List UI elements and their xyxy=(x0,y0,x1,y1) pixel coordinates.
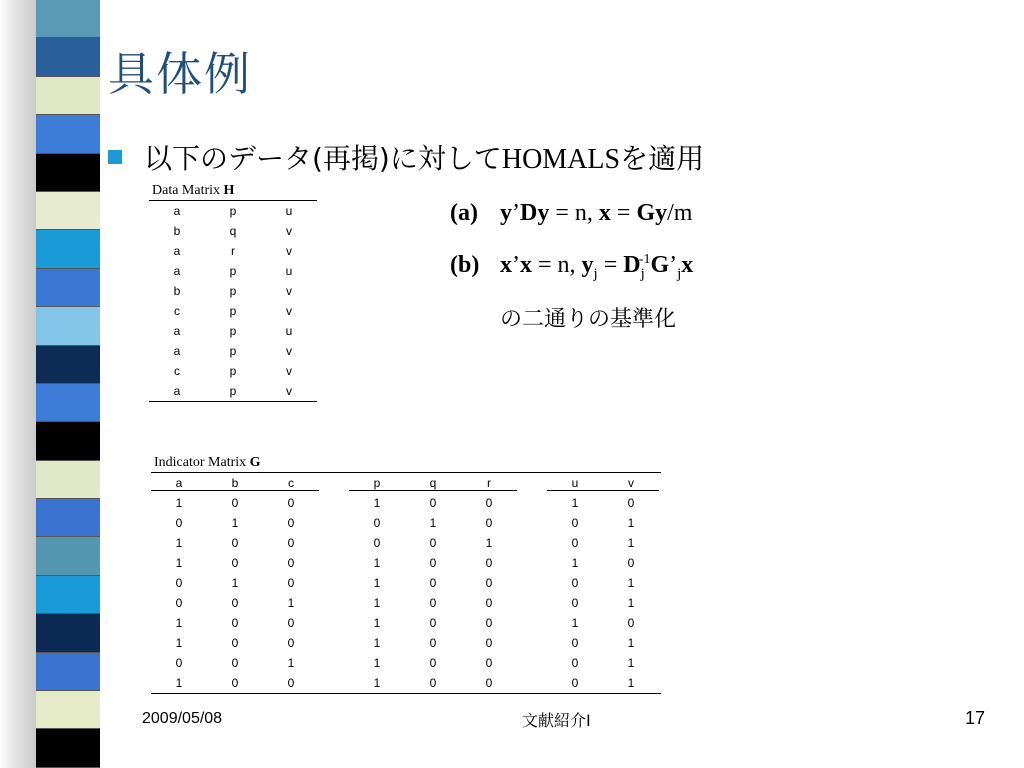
table-cell: 0 xyxy=(287,516,295,530)
formula-b-x3: x xyxy=(681,252,694,278)
table-cell: 0 xyxy=(231,556,239,570)
stripe xyxy=(36,499,100,537)
formula-b-sub-j: j xyxy=(593,265,598,282)
table-cell: 1 xyxy=(175,676,183,690)
bullet-text xyxy=(144,137,704,177)
table-cell: 1 xyxy=(627,576,635,590)
footer-date: 2009/05/08 xyxy=(142,710,223,727)
table-cell: 1 xyxy=(627,676,635,690)
stripe xyxy=(36,115,100,153)
table-cell: 0 xyxy=(287,496,295,510)
stripe xyxy=(36,691,100,729)
stripe xyxy=(36,653,100,691)
table-row xyxy=(151,513,661,533)
table-cell: v xyxy=(286,344,292,358)
table-cell: 0 xyxy=(287,556,295,570)
formula-b-prime2: ’ xyxy=(669,252,678,278)
table-cell: 0 xyxy=(571,516,579,530)
table-cell: a xyxy=(173,204,181,218)
table-cell: 1 xyxy=(175,556,183,570)
table-cell: 0 xyxy=(231,536,239,550)
normalization-note: の二通りの基準化 xyxy=(500,307,677,332)
table-cell: 0 xyxy=(429,536,437,550)
table-cell: 1 xyxy=(485,536,493,550)
stripe xyxy=(36,0,100,38)
table-cell: 0 xyxy=(485,596,493,610)
table-cell: p xyxy=(229,284,237,298)
indicator-matrix-body xyxy=(151,473,661,693)
stripe xyxy=(36,230,100,268)
table-cell: 0 xyxy=(231,496,239,510)
table-cell: a xyxy=(173,264,181,278)
formula-b-eq: = n, xyxy=(532,252,582,278)
indicator-matrix-bottom-rule xyxy=(151,693,661,694)
table-cell: 0 xyxy=(231,596,239,610)
formula-b-sub-j3: j xyxy=(677,265,682,282)
table-row xyxy=(149,381,317,401)
table-cell: 0 xyxy=(429,616,437,630)
column-header: r xyxy=(461,476,517,491)
table-cell: v xyxy=(286,364,292,378)
formula-a-tail: /m xyxy=(667,200,693,226)
table-cell: u xyxy=(285,324,293,338)
table-cell: 1 xyxy=(373,556,381,570)
table-cell: q xyxy=(229,224,237,238)
column-header: u xyxy=(547,476,603,491)
table-row xyxy=(151,553,661,573)
stripe xyxy=(36,154,100,192)
data-matrix-title-symbol: H xyxy=(223,183,235,198)
data-matrix-title xyxy=(149,183,317,199)
table-cell: 0 xyxy=(485,656,493,670)
table-cell: c xyxy=(174,364,180,378)
table-row xyxy=(149,361,317,381)
stripe xyxy=(36,384,100,422)
table-cell: 0 xyxy=(571,676,579,690)
table-cell: v xyxy=(286,244,292,258)
table-cell: 1 xyxy=(287,596,295,610)
table-cell: 0 xyxy=(627,556,635,570)
formula-b-D: D xyxy=(623,252,641,278)
table-cell: 0 xyxy=(627,496,635,510)
table-cell: 1 xyxy=(373,576,381,590)
table-cell: c xyxy=(174,304,180,318)
table-cell: v xyxy=(286,284,292,298)
table-cell: 1 xyxy=(627,596,635,610)
table-cell: 0 xyxy=(429,676,437,690)
decorative-stripes xyxy=(36,0,100,768)
bullet-text-jp-after: を適用 xyxy=(620,142,705,175)
table-cell: 0 xyxy=(485,616,493,630)
table-cell: 0 xyxy=(571,576,579,590)
formula-a xyxy=(450,200,692,227)
bullet-text-jp-before: 以下のデータ(再掲)に対して xyxy=(144,142,502,175)
formula-a-eq: = n, xyxy=(549,200,599,226)
table-row xyxy=(149,281,317,301)
table-cell: 0 xyxy=(175,656,183,670)
bullet-text-homals: HOMALS xyxy=(501,144,621,175)
column-header: b xyxy=(207,476,263,491)
table-cell: 0 xyxy=(429,556,437,570)
table-cell: 1 xyxy=(571,616,579,630)
table-cell: 0 xyxy=(287,536,295,550)
table-row xyxy=(151,573,661,593)
table-cell: 0 xyxy=(429,656,437,670)
table-cell: 1 xyxy=(627,536,635,550)
table-row xyxy=(149,221,317,241)
table-row xyxy=(151,613,661,633)
table-cell: 0 xyxy=(627,616,635,630)
table-cell: 0 xyxy=(571,596,579,610)
stripe xyxy=(36,192,100,230)
formula-a-G: G xyxy=(636,200,656,226)
formula-a-label: (a) xyxy=(450,200,478,226)
table-cell: u xyxy=(285,264,293,278)
formula-b xyxy=(450,252,693,283)
formula-b-label: (b) xyxy=(450,252,480,278)
table-row xyxy=(149,321,317,341)
table-cell: 1 xyxy=(231,516,239,530)
table-cell: 0 xyxy=(429,636,437,650)
table-cell: 1 xyxy=(373,636,381,650)
slide-title: 具体例 xyxy=(108,47,252,101)
table-row xyxy=(149,201,317,221)
table-cell: 0 xyxy=(231,656,239,670)
indicator-matrix-title-text: Indicator Matrix xyxy=(154,455,250,470)
formula-a-D: D xyxy=(520,200,538,226)
table-cell: 0 xyxy=(485,556,493,570)
table-cell: 1 xyxy=(571,556,579,570)
table-row xyxy=(151,633,661,653)
table-cell: 0 xyxy=(485,516,493,530)
table-cell: r xyxy=(231,244,235,258)
page-number: 17 xyxy=(965,708,986,728)
table-cell: 0 xyxy=(571,636,579,650)
formula-b-x2: x xyxy=(520,252,532,278)
table-cell: 0 xyxy=(571,656,579,670)
table-cell: 1 xyxy=(373,616,381,630)
data-matrix-bottom-rule xyxy=(149,401,317,402)
stripe xyxy=(36,729,100,767)
formula-b-y: y xyxy=(581,252,594,278)
table-cell: 0 xyxy=(175,516,183,530)
table-row xyxy=(151,653,661,673)
column-header: c xyxy=(263,476,319,491)
table-cell: 1 xyxy=(231,576,239,590)
formula-a-y: y xyxy=(500,200,512,226)
table-cell: p xyxy=(229,324,237,338)
table-cell: 0 xyxy=(287,636,295,650)
table-cell: p xyxy=(229,264,237,278)
stripe xyxy=(36,38,100,76)
table-cell: 0 xyxy=(287,576,295,590)
table-cell: 1 xyxy=(373,496,381,510)
table-cell: 1 xyxy=(175,616,183,630)
table-cell: p xyxy=(229,344,237,358)
table-cell: 0 xyxy=(175,576,183,590)
table-cell: a xyxy=(173,344,181,358)
table-cell: 1 xyxy=(429,516,437,530)
table-cell: 0 xyxy=(373,516,381,530)
table-cell: 0 xyxy=(373,536,381,550)
formula-a-x: x xyxy=(598,200,611,226)
table-row xyxy=(149,301,317,321)
stripe xyxy=(36,346,100,384)
table-cell: 1 xyxy=(627,656,635,670)
table-cell: b xyxy=(173,284,181,298)
formula-a-prime: ’ xyxy=(512,200,520,226)
table-cell: 0 xyxy=(175,596,183,610)
table-cell: a xyxy=(173,384,181,398)
stripe xyxy=(36,269,100,307)
data-matrix-title-text: Data Matrix xyxy=(152,183,224,198)
table-cell: 1 xyxy=(627,516,635,530)
table-cell: 0 xyxy=(485,576,493,590)
table-row xyxy=(151,593,661,613)
column-header: v xyxy=(603,476,659,491)
stripe xyxy=(36,307,100,345)
bullet-item xyxy=(108,137,704,177)
table-cell: v xyxy=(286,224,292,238)
bullet-square-icon xyxy=(108,150,122,164)
table-cell: b xyxy=(173,224,181,238)
table-cell: 0 xyxy=(429,576,437,590)
table-cell: 0 xyxy=(571,536,579,550)
formula-a-y2: y xyxy=(537,200,550,226)
table-row xyxy=(149,241,317,261)
table-cell: 1 xyxy=(373,656,381,670)
table-cell: v xyxy=(286,304,292,318)
data-matrix-h xyxy=(149,183,317,402)
stripe xyxy=(36,576,100,614)
column-header: a xyxy=(151,476,207,491)
formula-b-G: G xyxy=(650,252,670,278)
table-cell: 0 xyxy=(429,496,437,510)
formula-b-sup: -1 xyxy=(638,252,651,267)
table-cell: 0 xyxy=(231,616,239,630)
indicator-matrix-title xyxy=(151,455,661,471)
footer-title: 文献紹介I xyxy=(522,711,591,730)
formula-a-y3: y xyxy=(655,200,668,226)
indicator-matrix-g xyxy=(151,455,661,694)
table-cell: u xyxy=(285,204,293,218)
stripe xyxy=(36,614,100,652)
stripe xyxy=(36,422,100,460)
formula-b-eq2: = xyxy=(597,252,624,278)
table-cell: p xyxy=(229,304,237,318)
table-cell: 0 xyxy=(231,676,239,690)
table-cell: p xyxy=(229,364,237,378)
table-cell: 1 xyxy=(287,656,295,670)
formula-b-x: x xyxy=(500,252,512,278)
stripe xyxy=(36,461,100,499)
table-cell: 0 xyxy=(485,676,493,690)
table-cell: p xyxy=(229,384,237,398)
table-cell: a xyxy=(173,324,181,338)
table-cell: 0 xyxy=(485,496,493,510)
column-header: p xyxy=(349,476,405,491)
stripe xyxy=(36,77,100,115)
table-row xyxy=(149,261,317,281)
table-cell: 1 xyxy=(373,676,381,690)
formula-b-sub-j2: j xyxy=(640,265,645,282)
table-cell: 0 xyxy=(485,636,493,650)
table-cell: 0 xyxy=(287,676,295,690)
table-cell: 1 xyxy=(175,536,183,550)
table-cell: 0 xyxy=(429,596,437,610)
data-matrix-body xyxy=(149,201,317,401)
table-cell: p xyxy=(229,204,237,218)
indicator-matrix-title-symbol: G xyxy=(249,455,261,470)
table-row xyxy=(151,493,661,513)
stripe xyxy=(36,537,100,575)
table-cell: v xyxy=(286,384,292,398)
table-cell: 0 xyxy=(231,636,239,650)
table-cell: 1 xyxy=(571,496,579,510)
table-cell: 1 xyxy=(175,636,183,650)
table-row xyxy=(149,341,317,361)
table-cell: 0 xyxy=(287,616,295,630)
table-cell: a xyxy=(173,244,181,258)
table-row xyxy=(151,533,661,553)
table-row xyxy=(151,673,661,693)
table-cell: 1 xyxy=(627,636,635,650)
table-header-row xyxy=(151,473,661,493)
table-cell: 1 xyxy=(175,496,183,510)
formula-a-eq2: = xyxy=(610,200,637,226)
table-cell: 1 xyxy=(373,596,381,610)
left-gradient-bar xyxy=(0,0,38,768)
formula-b-prime: ’ xyxy=(512,252,520,278)
column-header: q xyxy=(405,476,461,491)
